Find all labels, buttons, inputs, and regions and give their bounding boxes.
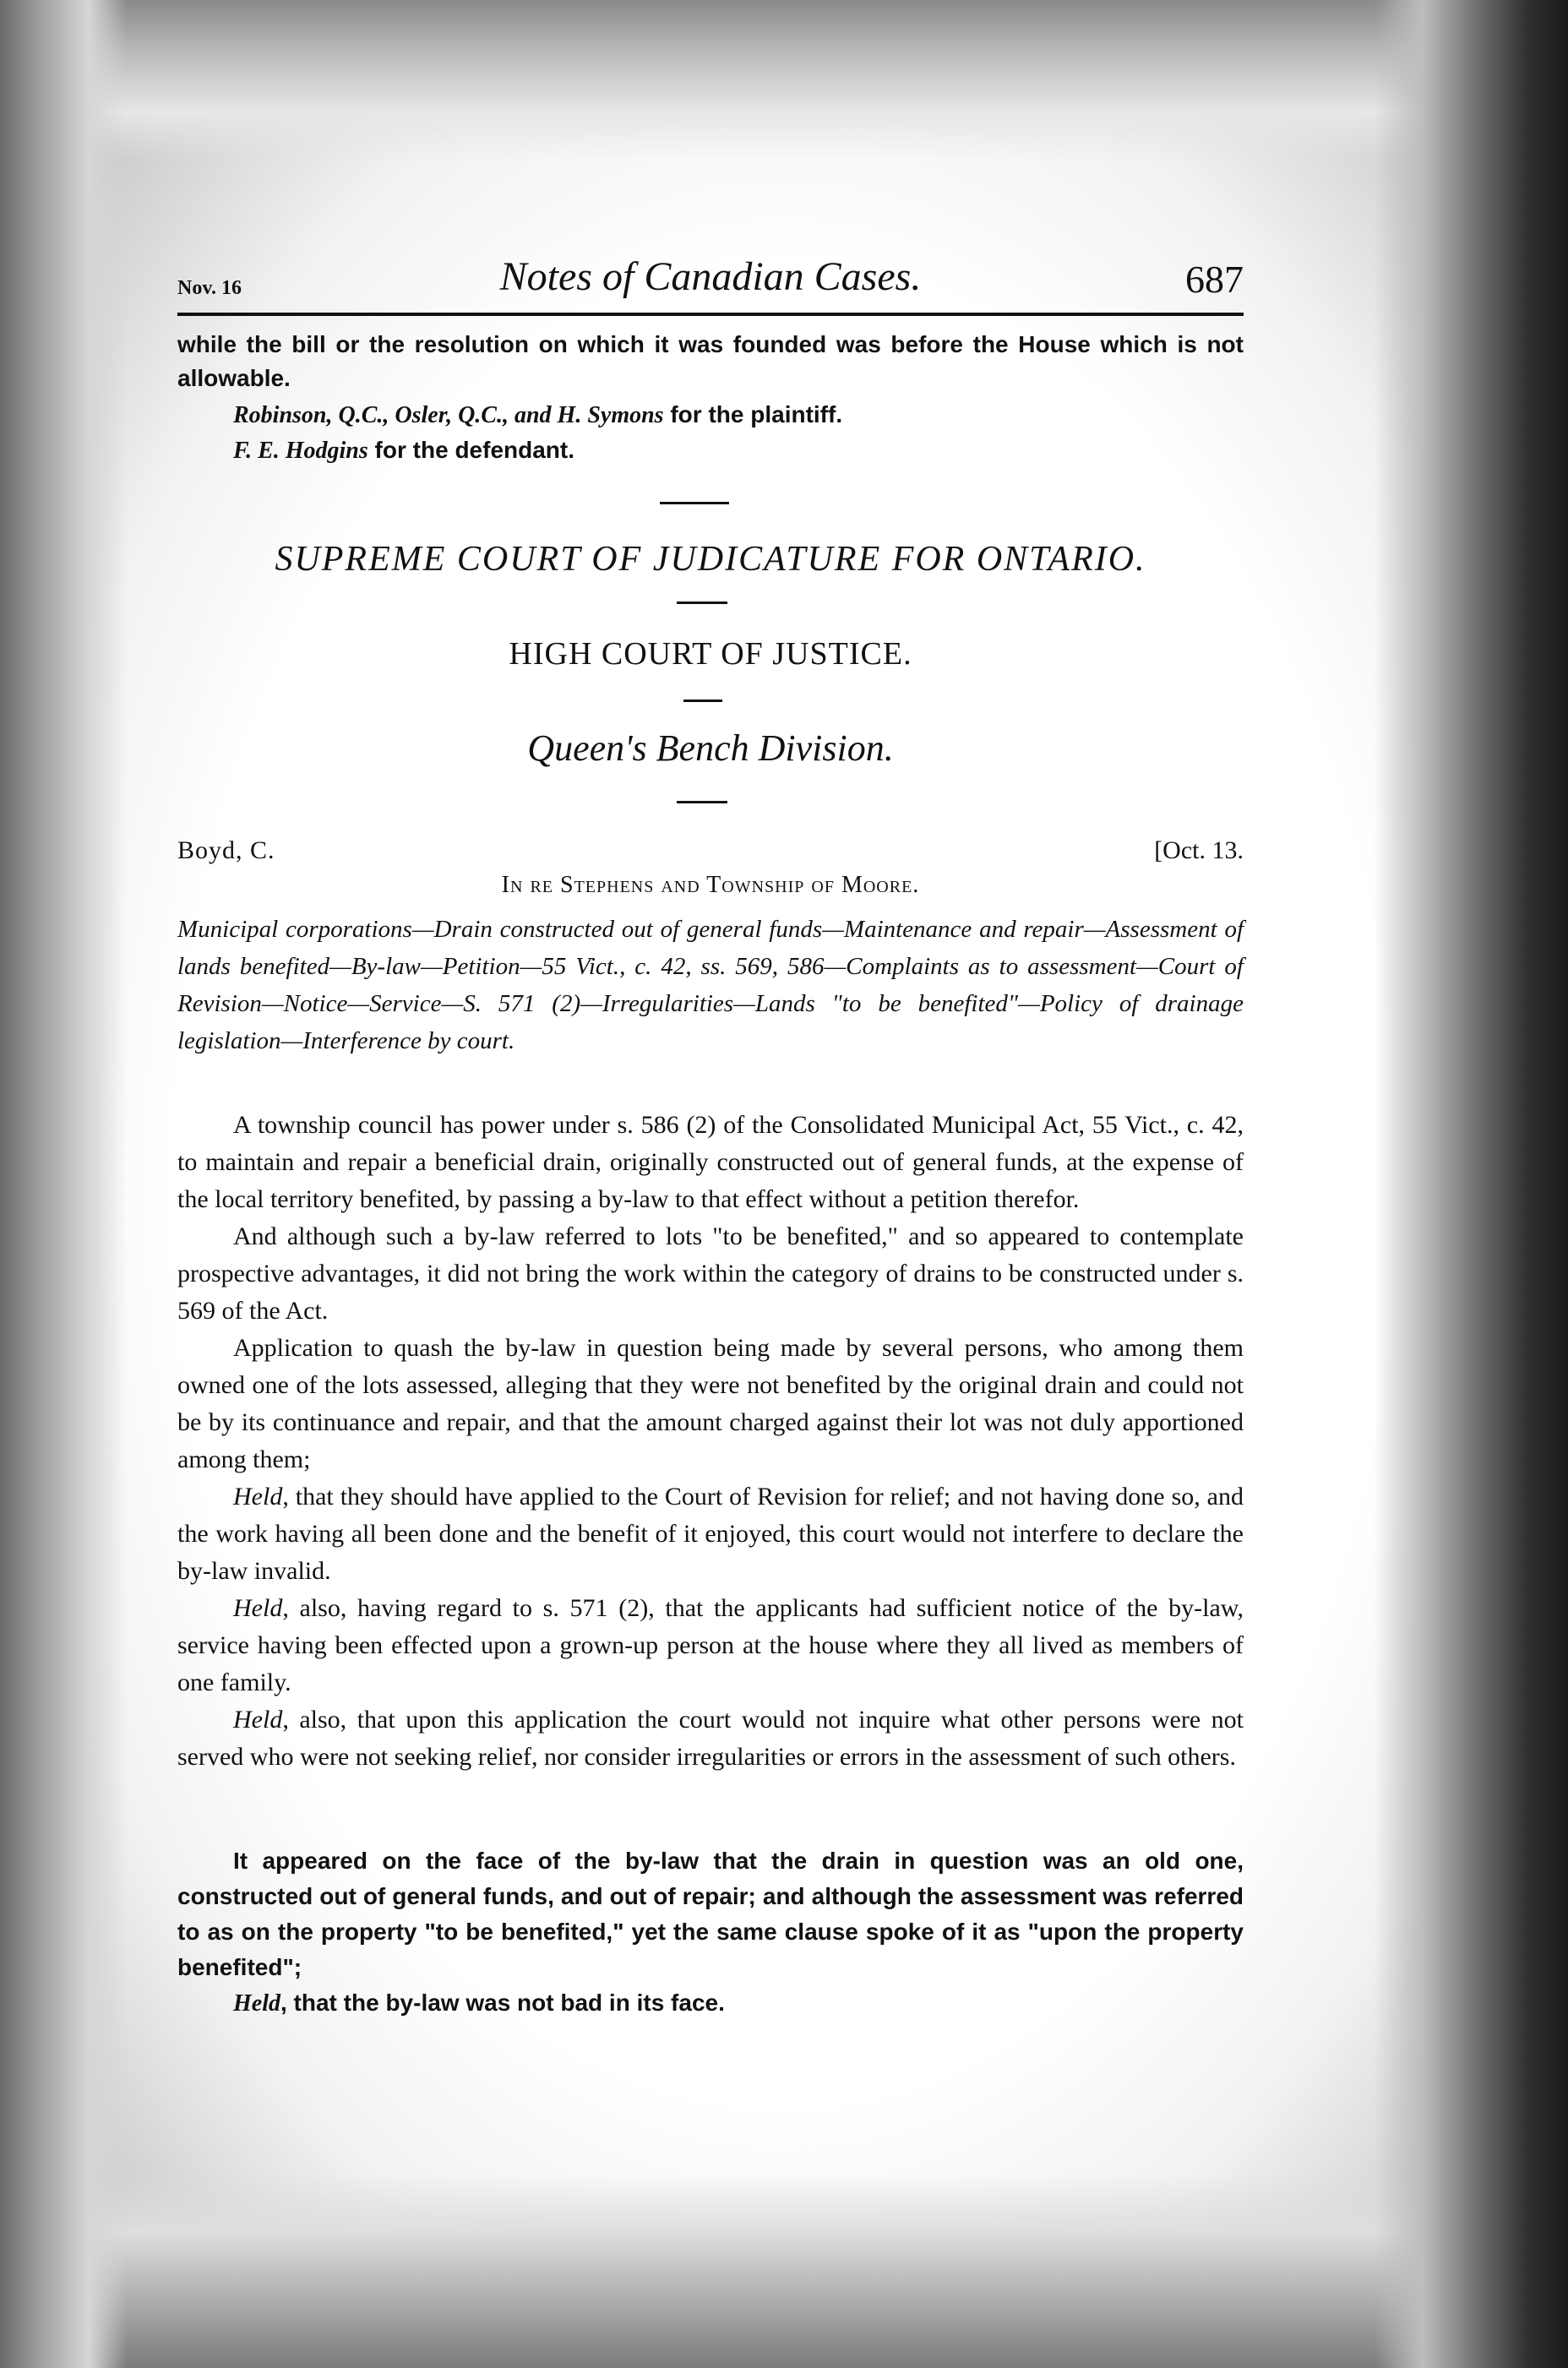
header-title: Notes of Canadian Cases. (499, 254, 922, 299)
held-word: Held (233, 1990, 280, 2017)
judge-name: Boyd, C. (177, 836, 275, 864)
scan-edge-left (0, 0, 127, 2368)
paragraph (177, 1701, 1244, 1776)
paragraph (177, 1478, 1244, 1590)
paragraph (177, 1985, 1244, 2022)
running-header (177, 253, 1244, 316)
held-word: Held (233, 1706, 283, 1734)
paragraph: Application to quash the by-law in question being made by several persons, who among them owned one of the lots assessed, alleging that they were not benefited by the original drain and could not be by its continuance and repair, and that the amount charged against their lot was not duly apportioned among them; (177, 1334, 1244, 1473)
headnote: Municipal corporations—Drain constructed out of general funds—Maintenance and repair—Assessment of lands benefited—By-law—Petition—55 Vict., c. 42, ss. 569, 586—Complaints as to assessment—Court of Revision—Notice—Service—S. 571 (2)—Irregularities—Lands "to be benefited"—Policy of drainage legislation—Interference by court. (177, 916, 1244, 1054)
case-date: [Oct. 13. (1154, 836, 1244, 864)
scan-edge-right (1374, 0, 1568, 2368)
header-date: Nov. 16 (177, 277, 242, 299)
court-heading: SUPREME COURT OF JUDICATURE FOR ONTARIO. (275, 540, 1146, 579)
counsel-plaintiff-names: Robinson, Q.C., Osler, Q.C., and H. Symons (233, 402, 664, 428)
page-content (177, 253, 1244, 2137)
section-divider (683, 700, 722, 702)
paragraph-text: , that they should have applied to the Court of Revision for relief; and not having done so, and the work having all been done and the benefit of it enjoyed, this court would not interfere to declare the by-law invalid. (177, 1483, 1244, 1585)
counsel-defendant (177, 433, 1244, 469)
counsel-plaintiff (177, 397, 1244, 433)
division-heading: Queen's Bench Division. (527, 727, 894, 769)
paragraph (177, 1590, 1244, 1701)
case-body-continued (177, 1843, 1244, 2022)
held-word: Held (233, 1483, 283, 1511)
counsel-defendant-suffix: for the defendant. (368, 437, 575, 463)
paragraph-text: , also, having regard to s. 571 (2), that the applicants had sufficient notice of the by-law, service having been effected upon a grown-up person at the house where they all lived as members of one family. (177, 1594, 1244, 1696)
case-body (177, 1107, 1244, 1776)
counsel-plaintiff-suffix: for the plaintiff. (663, 401, 843, 427)
counsel-defendant-name: F. E. Hodgins (233, 438, 368, 464)
case-title: In re Stephens and Township of Moore. (501, 872, 920, 898)
scan-edge-top (0, 0, 1568, 161)
section-divider (677, 602, 727, 604)
page-number: 687 (1185, 258, 1244, 301)
scan-edge-bottom (0, 2174, 1568, 2368)
paragraph: A township council has power under s. 586 (2) of the Consolidated Municipal Act, 55 Vict., c. 42, to maintain and repair a beneficial drain, originally constructed out of general funds, at the expense of the local territory benefited, by passing a by-law to that effect without a petition therefor. (177, 1111, 1244, 1213)
section-divider (660, 502, 729, 504)
paragraph-text: , that the by-law was not bad in its face. (280, 1990, 725, 2016)
high-court-heading: HIGH COURT OF JUSTICE. (509, 636, 912, 672)
prev-case-text: while the bill or the resolution on which it was founded was before the House which is not allowable. (177, 331, 1244, 391)
paragraph: It appeared on the face of the by-law that the drain in question was an old one, constructed out of general funds, and out of repair; and although the assessment was referred to as on the property "to be benefited," yet the same clause spoke of it as "upon the property benefited"; (177, 1848, 1244, 1980)
held-word: Held (233, 1594, 283, 1622)
section-divider (677, 801, 727, 803)
paragraph: And although such a by-law referred to lots "to be benefited," and so appeared to contemplate prospective advantages, it did not bring the work within the category of drains to be constructed under s. 569 of the Act. (177, 1222, 1244, 1325)
paragraph-text: , also, that upon this application the court would not inquire what other persons were not served who were not seeking relief, nor consider irregularities or errors in the assessment of such others. (177, 1706, 1244, 1771)
